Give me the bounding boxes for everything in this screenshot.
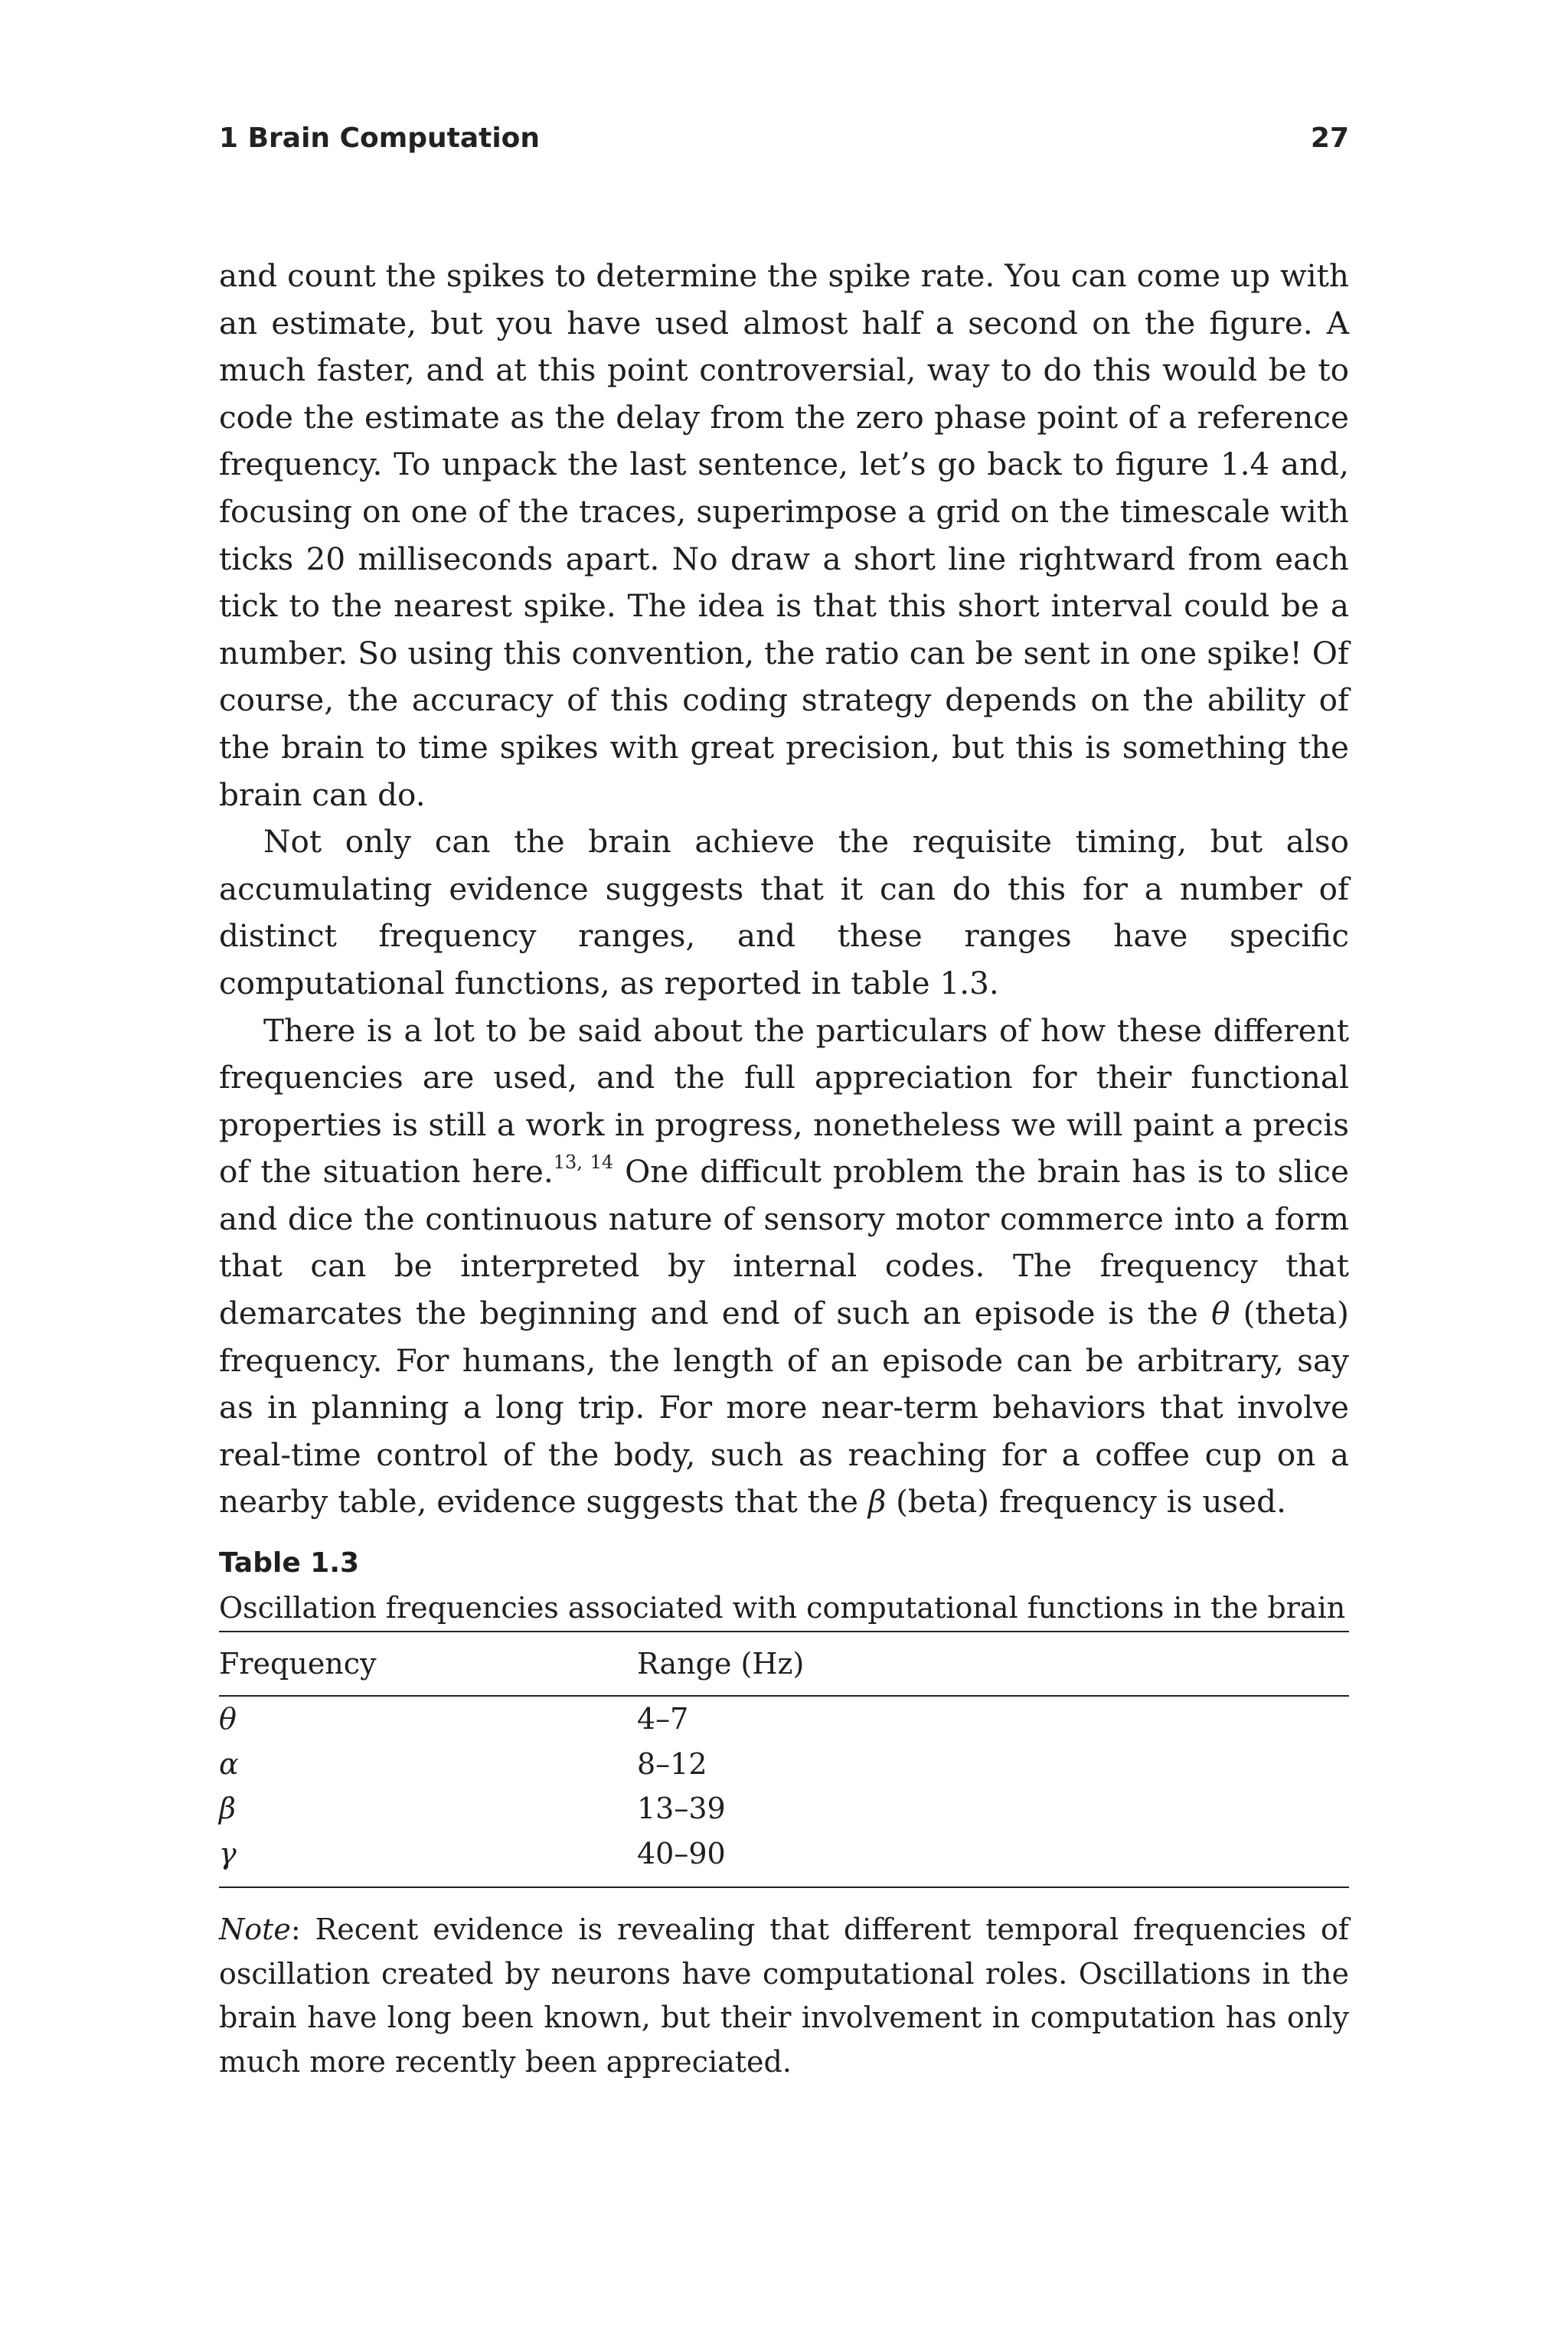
frequency-symbol: γ bbox=[219, 1836, 237, 1870]
table-note bbox=[219, 1908, 1349, 2084]
frequency-range: 13–39 bbox=[637, 1792, 726, 1826]
column-header-range: Range (Hz) bbox=[637, 1647, 805, 1681]
frequency-table bbox=[219, 1632, 1349, 1876]
table-row bbox=[219, 1831, 1349, 1877]
paragraph-3-text-c: (theta) frequency. For humans, the length of an episode can be arbitrary, say as in planning a long trip. For more near-term behaviors that involve real-time control of the body, such as reaching for a coffee cup on a nearby table, evidence suggests that the bbox=[219, 1295, 1349, 1521]
table-row bbox=[219, 1696, 1349, 1742]
paragraph-1: and count the spikes to determine the spike rate. You can come up with an estimate, but you have used almost half a second on the figure. A much faster, and at this point controversial, way to do this would be to code the estimate as the delay from the zero phase point of a reference frequency. To unpack the last sentence, let’s go back to figure 1.4 and, focusing on one of the traces, superimpose a grid on the timescale with ticks 20 milliseconds apart. No draw a short line rightward from each tick to the nearest spike. The idea is that this short interval could be a number. So using this convention, the ratio can be sent in one spike! Of course, the accuracy of this coding strategy depends on the ability of the brain to time spikes with great precision, but this is something the brain can do. bbox=[219, 257, 1349, 813]
table-bottom-rule bbox=[219, 1886, 1349, 1888]
running-header bbox=[219, 122, 1349, 161]
frequency-range: 4–7 bbox=[637, 1702, 689, 1736]
paragraph-3 bbox=[219, 1008, 1349, 1527]
table-caption: Oscillation frequencies associated with computational functions in the brain bbox=[219, 1591, 1346, 1625]
paragraph-3-text-a: There is a lot to be said about the particulars of how these different frequencies are used, and the full appreciation for their functional properties is still a work in progress, nonetheless we will paint a precis of the situation here. bbox=[219, 1011, 1349, 1191]
column-header-frequency: Frequency bbox=[219, 1647, 377, 1681]
note-label: Note bbox=[219, 1913, 291, 1946]
paragraph-3-text-d: (beta) frequency is used. bbox=[886, 1483, 1286, 1521]
frequency-symbol: θ bbox=[219, 1702, 237, 1736]
frequency-symbol: β bbox=[219, 1792, 236, 1826]
table-row bbox=[219, 1786, 1349, 1831]
table-label: Table 1.3 bbox=[219, 1547, 360, 1579]
paragraph-2: Not only can the brain achieve the requisite timing, but also accumulating evidence suggests that it can do this for a number of distinct frequency ranges, and these ranges have specific computational functions, as reported in table 1.3. bbox=[219, 823, 1349, 1001]
note-text: : Recent evidence is revealing that different temporal frequencies of oscillation created by neurons have computational roles. Oscillations in the brain have long been known, but their involvement in computation has only much more recently been appreciated. bbox=[219, 1913, 1349, 2079]
footnote-reference: 13, 14 bbox=[553, 1151, 614, 1173]
table-header-row bbox=[219, 1632, 1349, 1696]
beta-symbol: β bbox=[867, 1483, 887, 1521]
theta-symbol: θ bbox=[1211, 1295, 1230, 1332]
frequency-range: 40–90 bbox=[637, 1836, 726, 1870]
frequency-range: 8–12 bbox=[637, 1746, 707, 1781]
running-title: 1 Brain Computation bbox=[219, 122, 541, 154]
frequency-symbol: α bbox=[219, 1746, 239, 1781]
table-1-3 bbox=[219, 1542, 1349, 2084]
page-number: 27 bbox=[1310, 122, 1349, 154]
paragraph-3-text-b: One difficult problem the brain has is to slice and dice the continuous nature of sensory motor commerce into a form that can be interpreted by internal codes. The frequency that demarcates the beginning and end of such an episode is the bbox=[219, 1153, 1349, 1332]
table-row bbox=[219, 1742, 1349, 1787]
body-text bbox=[219, 253, 1349, 1526]
